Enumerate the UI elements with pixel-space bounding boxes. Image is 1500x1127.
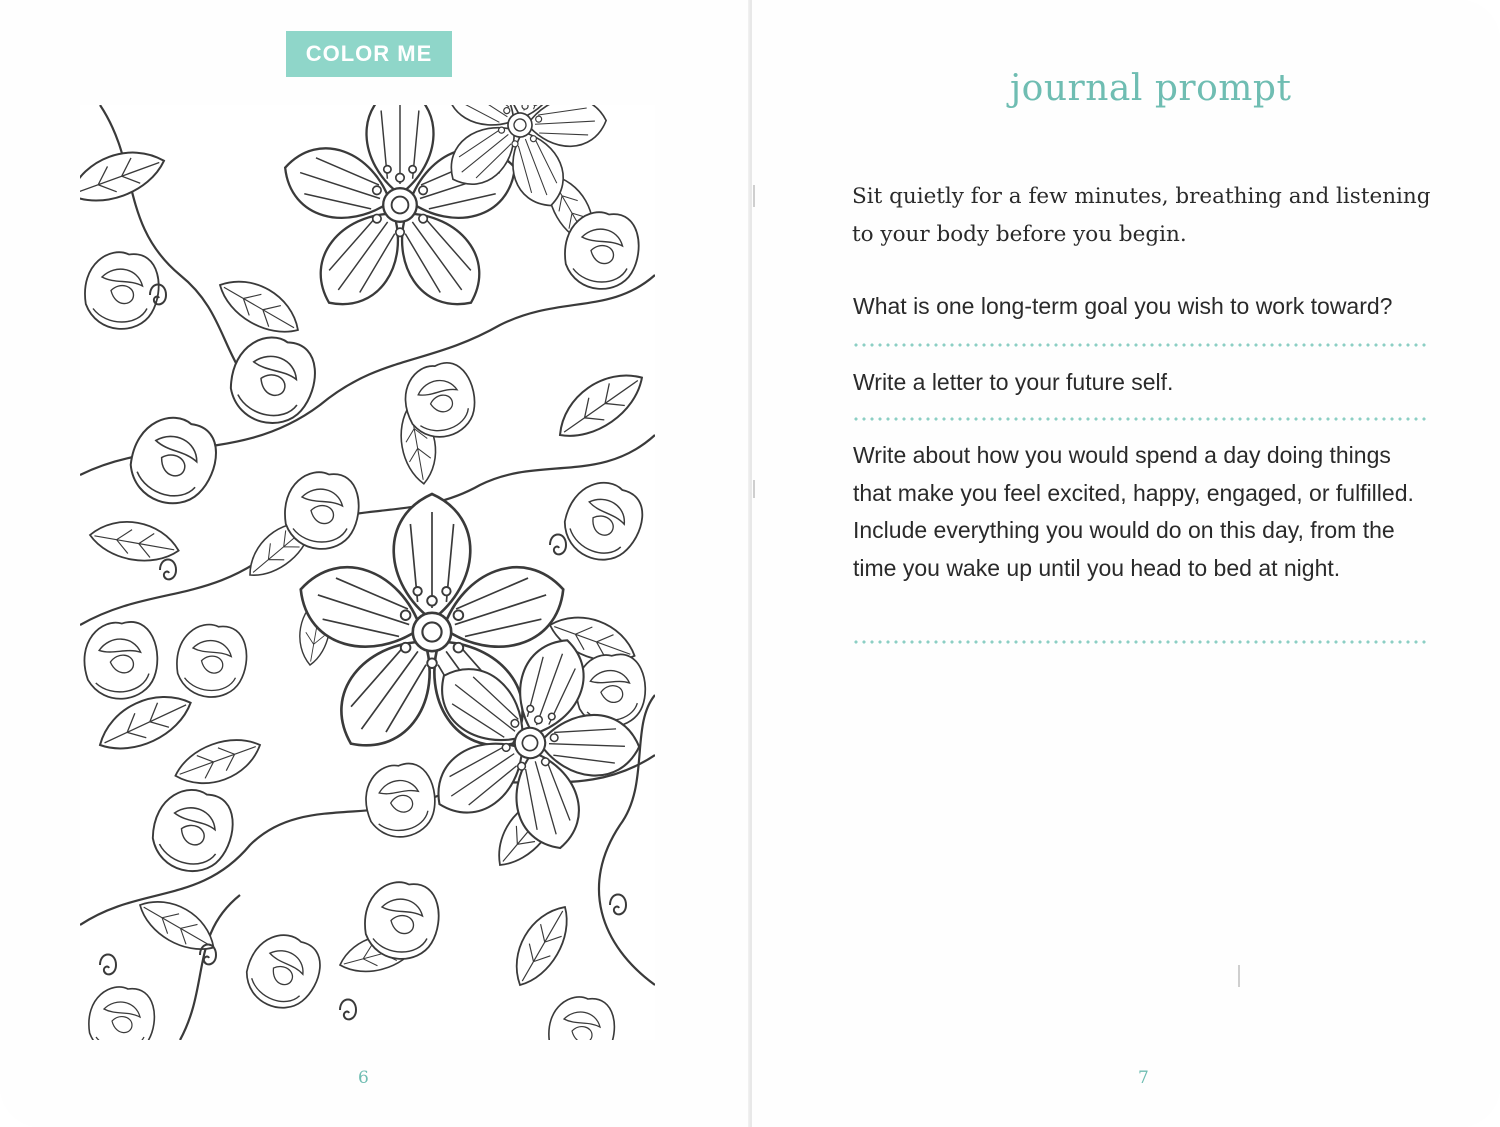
dotted-divider-2 bbox=[852, 417, 1430, 421]
prompt-1: What is one long-term goal you wish to work toward? bbox=[853, 293, 1393, 319]
gutter-mark bbox=[753, 480, 755, 498]
color-me-tag: COLOR ME bbox=[286, 31, 452, 77]
gutter-mark bbox=[753, 185, 755, 207]
dotted-divider-1 bbox=[852, 343, 1430, 347]
intro-text: Sit quietly for a few minutes, breathing and listening to your body before you begin. bbox=[852, 184, 1431, 247]
journal-prompt-title: journal prompt bbox=[1010, 68, 1292, 109]
floral-coloring-illustration bbox=[80, 105, 655, 1040]
prompt-3: Write about how you would spend a day doing things that make you feel excited, happy, engaged, or fulfilled. Include everything you would do on this day, from the time you wake up until you head to bed at night. bbox=[853, 442, 1414, 581]
page-number-left: 6 bbox=[358, 1068, 369, 1088]
page-mark bbox=[1238, 965, 1240, 987]
dotted-divider-3 bbox=[852, 640, 1430, 644]
prompt-2: Write a letter to your future self. bbox=[853, 369, 1174, 395]
floral-line-art bbox=[80, 105, 655, 1040]
page-number-right: 7 bbox=[1138, 1068, 1149, 1088]
